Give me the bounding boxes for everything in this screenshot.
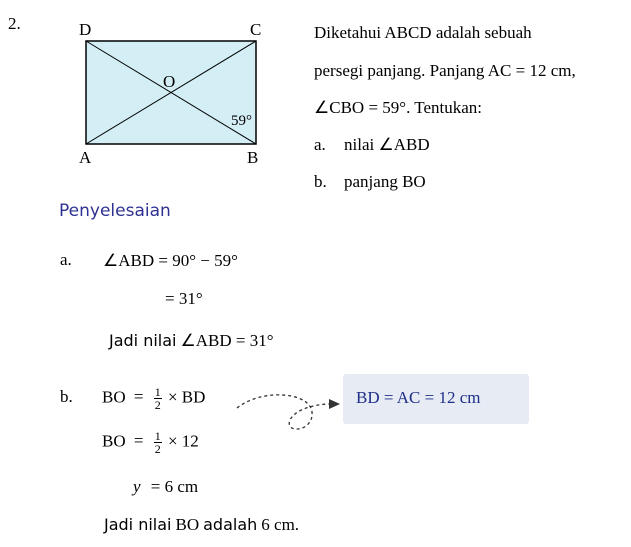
vertex-label-b: B bbox=[247, 148, 259, 167]
arrow-head-icon bbox=[329, 399, 340, 409]
equals-sign: = bbox=[133, 431, 144, 451]
part-b-marker: b. bbox=[60, 387, 73, 406]
bo-label: BO bbox=[102, 431, 126, 451]
problem-number: 2. bbox=[8, 14, 21, 33]
statement-line-3: ∠CBO = 59°. Tentukan: bbox=[314, 98, 483, 117]
callout-text: BD = AC = 12 cm bbox=[356, 388, 481, 407]
statement-line-1: Diketahui ABCD adalah sebuah bbox=[314, 23, 532, 42]
item-a-text: nilai ∠ABD bbox=[344, 135, 430, 154]
half-fraction bbox=[154, 430, 162, 455]
solution-heading: Penyelesaian bbox=[59, 201, 171, 221]
bo-label: BO bbox=[102, 387, 126, 407]
item-a-marker: a. bbox=[314, 135, 326, 154]
times-bd: × BD bbox=[167, 387, 206, 407]
part-b-conclusion bbox=[104, 515, 299, 535]
fraction-denominator: 2 bbox=[154, 442, 161, 456]
variable-y: y bbox=[133, 477, 141, 496]
item-b-text: panjang BO bbox=[344, 172, 426, 191]
conclusion-bo: BO bbox=[175, 515, 200, 534]
angle-label: 59° bbox=[231, 113, 252, 129]
dashed-arrow bbox=[237, 395, 330, 429]
vertex-label-a: A bbox=[79, 148, 92, 167]
item-b-marker: b. bbox=[314, 172, 327, 191]
conclusion-mid: adalah bbox=[203, 515, 258, 534]
fraction-numerator: 1 bbox=[154, 385, 161, 399]
vertex-label-c: C bbox=[250, 20, 262, 39]
part-a-marker: a. bbox=[60, 250, 72, 269]
part-b-line-1 bbox=[102, 386, 205, 411]
part-b-line-3 bbox=[133, 477, 198, 497]
half-fraction bbox=[154, 386, 162, 411]
center-label-o: O bbox=[163, 72, 176, 91]
statement-line-2: persegi panjang. Panjang AC = 12 cm, bbox=[314, 61, 576, 80]
conclusion-angle: ∠ABD = 31° bbox=[180, 331, 274, 350]
times-twelve: × 12 bbox=[167, 431, 199, 451]
part-a-conclusion bbox=[109, 331, 274, 351]
y-value: = 6 cm bbox=[150, 477, 199, 496]
conclusion-prefix: Jadi nilai bbox=[104, 515, 172, 534]
conclusion-prefix: Jadi nilai bbox=[109, 331, 177, 350]
conclusion-length: 6 cm. bbox=[261, 515, 300, 534]
vertex-label-d: D bbox=[79, 20, 92, 39]
fraction-denominator: 2 bbox=[154, 398, 161, 412]
part-a-line-2: = 31° bbox=[165, 289, 203, 308]
equals-sign: = bbox=[133, 387, 144, 407]
part-b-line-2 bbox=[102, 430, 199, 455]
fraction-numerator: 1 bbox=[154, 429, 161, 443]
part-a-line-1: ∠ABD = 90° − 59° bbox=[103, 251, 238, 270]
